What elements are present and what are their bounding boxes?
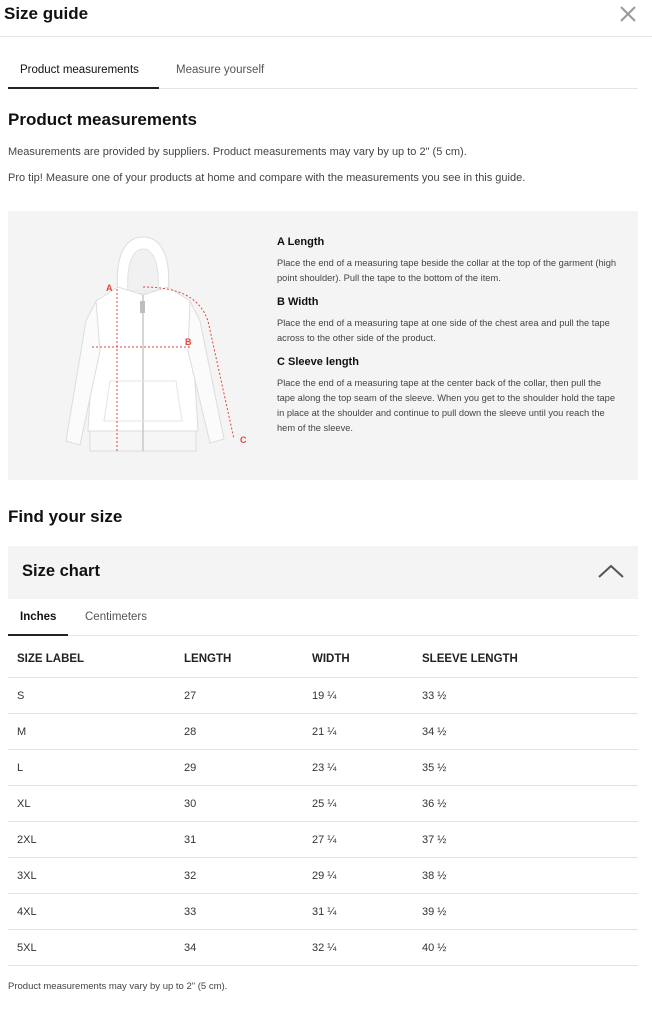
- table-footnote: Product measurements may vary by up to 2" (5 cm).: [8, 981, 228, 992]
- width-cell: 19 ¼: [312, 690, 337, 702]
- pro-tip: Pro tip! Measure one of your products at home and compare with the measurements you see in this guide.: [8, 172, 526, 184]
- size-label-cell: 4XL: [17, 906, 37, 918]
- width-cell: 32 ¼: [312, 942, 337, 954]
- tab-product-measurements[interactable]: Product measurements: [8, 56, 159, 89]
- size-label-cell: M: [17, 726, 27, 738]
- sleeve-length-cell: 34 ½: [422, 726, 447, 738]
- section-heading-find-size: Find your size: [8, 507, 123, 526]
- size-label-cell: 5XL: [17, 942, 37, 954]
- table-row: [8, 750, 638, 786]
- table-row: [8, 714, 638, 750]
- size-table: [8, 640, 638, 966]
- measurement-diagram: [8, 211, 638, 480]
- tab-inches[interactable]: Inches: [8, 600, 68, 636]
- sleeve-length-cell: 33 ½: [422, 690, 447, 702]
- length-cell: 33: [184, 906, 197, 918]
- marker-c-label: C: [240, 435, 247, 445]
- length-cell: 32: [184, 870, 197, 882]
- column-header: SLEEVE LENGTH: [422, 653, 518, 665]
- size-label-cell: 2XL: [17, 834, 37, 846]
- table-row: [8, 678, 638, 714]
- measurement-instructions: [277, 236, 619, 446]
- size-chart-title: Size chart: [22, 562, 100, 580]
- dialog-header: [0, 0, 652, 37]
- length-cell: 27: [184, 690, 197, 702]
- length-cell: 28: [184, 726, 197, 738]
- measure-a-description: Place the end of a measuring tape beside the collar at the top of the garment (high point shoulder). Pull the tape to the bottom of the item.: [277, 258, 617, 283]
- measure-c-title: C Sleeve length: [277, 356, 359, 368]
- measure-a-title: A Length: [277, 236, 325, 248]
- sleeve-length-cell: 36 ½: [422, 798, 447, 810]
- length-cell: 29: [184, 762, 197, 774]
- column-header: WIDTH: [312, 653, 350, 665]
- table-row: [8, 858, 638, 894]
- marker-b-label: B: [185, 337, 192, 347]
- table-row: [8, 822, 638, 858]
- close-icon[interactable]: [618, 2, 638, 24]
- hoodie-illustration: [48, 231, 258, 461]
- tab-measure-yourself[interactable]: Measure yourself: [176, 64, 265, 76]
- table-row: [8, 786, 638, 822]
- width-cell: 29 ¼: [312, 870, 337, 882]
- unit-tabs: [8, 600, 638, 636]
- chevron-up-icon[interactable]: [596, 560, 626, 582]
- dialog-title: Size guide: [4, 4, 89, 23]
- sleeve-length-cell: 40 ½: [422, 942, 447, 954]
- measure-b-title: B Width: [277, 296, 319, 308]
- tab-centimeters[interactable]: Centimeters: [85, 611, 147, 623]
- column-header: SIZE LABEL: [17, 653, 85, 665]
- sleeve-length-cell: 39 ½: [422, 906, 447, 918]
- width-cell: 31 ¼: [312, 906, 337, 918]
- section-heading-product-measurements: Product measurements: [8, 110, 197, 129]
- width-cell: 21 ¼: [312, 726, 337, 738]
- measure-b-description: Place the end of a measuring tape at one side of the chest area and pull the tape across to the other side of the product.: [277, 318, 610, 343]
- length-cell: 30: [184, 798, 197, 810]
- size-label-cell: 3XL: [17, 870, 37, 882]
- table-row: [8, 894, 638, 930]
- size-label-cell: S: [17, 690, 25, 702]
- width-cell: 27 ¼: [312, 834, 337, 846]
- measurements-note: Measurements are provided by suppliers. Product measurements may vary by up to 2" (5 cm).: [8, 146, 467, 158]
- width-cell: 23 ¼: [312, 762, 337, 774]
- table-row: [8, 930, 638, 966]
- size-label-cell: L: [17, 762, 24, 774]
- table-header-row: [8, 640, 638, 678]
- sleeve-length-cell: 35 ½: [422, 762, 447, 774]
- sleeve-length-cell: 37 ½: [422, 834, 447, 846]
- measure-c-description: Place the end of a measuring tape at the center back of the collar, then pull the tape along the top seam of the sleeve. When you get to the shoulder hold the tape in place at the shoulder and continue to pull down the sleeve until you reach the hem of the sleeve.: [277, 378, 616, 433]
- length-cell: 34: [184, 942, 197, 954]
- size-chart-accordion[interactable]: [8, 546, 638, 599]
- column-header: LENGTH: [184, 653, 232, 665]
- size-label-cell: XL: [17, 798, 31, 810]
- marker-a-label: A: [106, 283, 113, 293]
- width-cell: 25 ¼: [312, 798, 337, 810]
- length-cell: 31: [184, 834, 197, 846]
- sleeve-length-cell: 38 ½: [422, 870, 447, 882]
- guide-tabs: [8, 56, 638, 89]
